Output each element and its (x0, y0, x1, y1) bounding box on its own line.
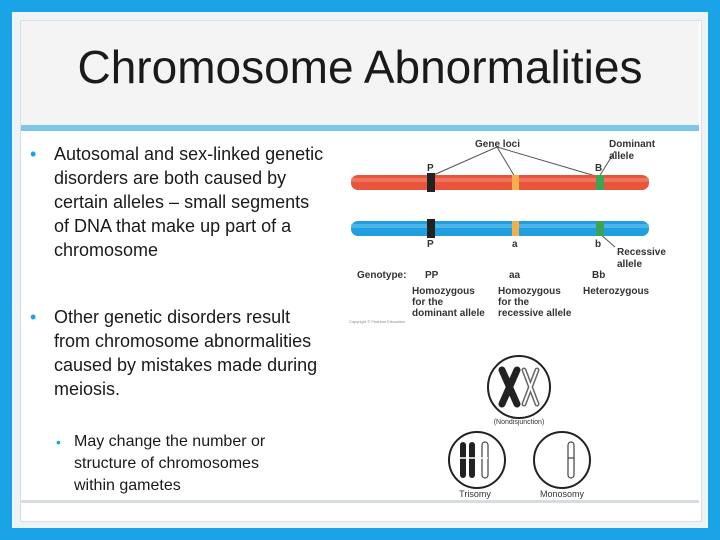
nondisjunction-figure (442, 350, 596, 500)
gene-locus-b (596, 175, 604, 190)
bullet-text: Autosomal and sex-linked genetic disorders are both caused by certain alleles – small segments of DNA that make up part of a chromosome (54, 144, 324, 260)
gene-locus-p (427, 219, 435, 238)
bottom-locus-label: b (595, 239, 602, 250)
chromosome-bottom (351, 221, 649, 236)
genotype-value: PP (425, 270, 439, 281)
gene-locus-a (512, 221, 519, 236)
bullet-icon: • (30, 307, 37, 327)
nondisjunction-label: (Nondisjunction) (493, 419, 545, 426)
genotype-description: for the (498, 297, 530, 308)
sub-bullet-item (56, 431, 304, 497)
monosomy-label: Monosomy (539, 489, 585, 499)
chromosome-top (351, 175, 649, 190)
gene-locus-p (427, 173, 435, 192)
genotype-description: recessive allele (498, 308, 572, 319)
copyright-text: Copyright © Pearson Education (349, 319, 406, 324)
bullet-text: Other genetic disorders result from chromosome abnormalities caused by mistakes made during meiosis. (54, 307, 318, 399)
genotype-description: dominant allele (412, 308, 485, 319)
recessive-allele-label: Recessive (617, 247, 666, 258)
gene-loci-figure (347, 135, 670, 325)
cell-circle (488, 356, 550, 418)
sub-bullet-text: May change the number or structure of chromosomes within gametes (74, 433, 266, 494)
cell-circle (449, 432, 505, 488)
recessive-allele-label: allele (617, 259, 643, 270)
genotype-description: for the (412, 297, 444, 308)
slide-title: Chromosome Abnormalities (77, 41, 643, 93)
gene-locus-a (512, 175, 519, 190)
top-locus-label: P (427, 163, 434, 174)
cell-circle (534, 432, 590, 488)
genotype-value: Bb (592, 270, 606, 281)
bullet-icon: • (30, 144, 37, 164)
bullet-item (26, 305, 324, 401)
genotype-value: aa (509, 270, 521, 281)
dominant-allele-label: Dominant (609, 139, 656, 150)
chromosome-x-icon (502, 370, 537, 404)
trisomy-label: Trisomy (459, 489, 491, 499)
genotype-description: Homozygous (498, 286, 561, 297)
genotype-label: Genotype: (357, 270, 407, 281)
gene-locus-b (596, 221, 604, 236)
bottom-locus-label: a (512, 239, 518, 250)
genotype-description: Heterozygous (583, 286, 650, 297)
trisomy-chromosomes-icon (460, 442, 488, 478)
bullet-item (26, 142, 324, 262)
bottom-locus-label: P (427, 239, 434, 250)
dominant-allele-label: allele (609, 151, 635, 162)
sub-bullet-icon: • (56, 434, 61, 450)
top-locus-label: B (595, 163, 603, 174)
genotype-description: Homozygous (412, 286, 475, 297)
gene-loci-label: Gene loci (475, 139, 521, 150)
monosomy-chromosome-icon (568, 442, 574, 478)
footer-divider (21, 500, 699, 503)
title-divider (21, 125, 699, 131)
